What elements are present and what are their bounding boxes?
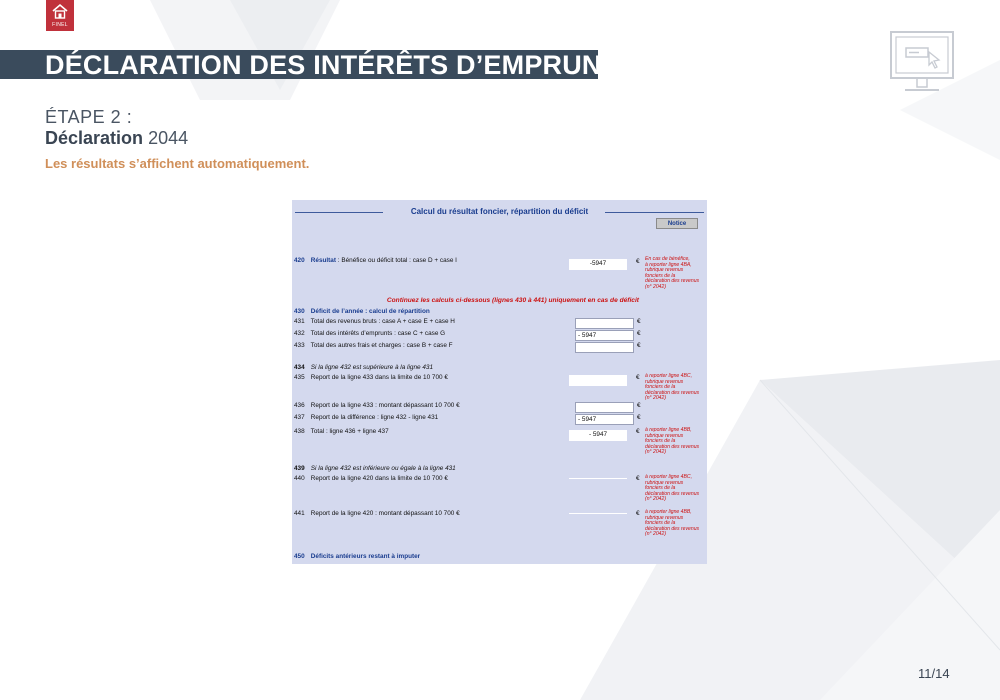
row-431 <box>294 318 455 325</box>
field-420[interactable]: -5947 <box>569 259 627 270</box>
note-435: à reporter ligne 4BC, rubrique revenus fonciers de la déclaration des revenus (n° 2042) <box>645 373 700 402</box>
row-label-bold: Résultat <box>310 257 336 264</box>
line-number: 432 <box>294 330 305 337</box>
row-label: Report de la ligne 420 dans la limite de 10 700 € <box>310 475 448 482</box>
house-icon <box>51 3 69 19</box>
row-label: Report de la ligne 433 : montant dépassant 10 700 € <box>310 402 460 409</box>
field-441[interactable] <box>569 513 627 514</box>
row-432 <box>294 330 445 337</box>
row-label: Report de la ligne 433 dans la limite de 10 700 € <box>310 374 448 381</box>
line-number: 420 <box>294 257 305 264</box>
row-label: Total des intérêts d’emprunts : case C + case G <box>310 330 446 337</box>
row-435 <box>294 374 448 381</box>
line-number: 435 <box>294 374 305 381</box>
title-bar <box>0 50 619 80</box>
field-431[interactable] <box>575 318 634 329</box>
monitor-cursor-icon <box>889 30 955 96</box>
row-440 <box>294 475 448 482</box>
step-label: ÉTAPE 2 : <box>45 107 133 127</box>
line-number: 440 <box>294 475 305 482</box>
euro-sign: € <box>636 428 640 435</box>
row-label: Si la ligne 432 est supérieure à la ligne 431 <box>310 364 433 371</box>
field-436[interactable] <box>575 402 634 413</box>
notice-button[interactable]: Notice <box>656 218 698 229</box>
row-438 <box>294 428 389 435</box>
line-number: 438 <box>294 428 305 435</box>
row-label: Report de la ligne 420 : montant dépassant 10 700 € <box>310 510 460 517</box>
note-420: En cas de bénéfice, à reporter ligne 4BA, rubrique revenus fonciers de la déclaration des revenus (n° 2042) <box>645 256 700 290</box>
euro-sign: € <box>636 374 640 381</box>
line-number: 439 <box>294 465 305 472</box>
euro-sign: € <box>637 342 641 349</box>
row-label: Si la ligne 432 est inférieure ou égale à la ligne 431 <box>310 465 456 472</box>
field-435[interactable] <box>569 375 627 386</box>
declaration-number: 2044 <box>148 128 189 148</box>
note-438: à reporter ligne 4BB, rubrique revenus fonciers de la déclaration des revenus (n° 2042) <box>645 427 700 456</box>
euro-sign: € <box>636 510 640 517</box>
note-440: à reporter ligne 4BC, rubrique revenus fonciers de la déclaration des revenus (n° 2042) <box>645 474 700 503</box>
row-label: Déficit de l’année : calcul de répartition <box>310 308 430 315</box>
step-declaration <box>45 128 188 149</box>
page-number: 11/14 <box>918 666 950 681</box>
field-438[interactable]: - 5947 <box>569 430 627 441</box>
field-437[interactable]: - 5947 <box>575 414 634 425</box>
row-label: Report de la différence : ligne 432 - ligne 431 <box>310 414 439 421</box>
line-number: 436 <box>294 402 305 409</box>
row-label: Déficits antérieurs restant à imputer <box>310 553 421 560</box>
euro-sign: € <box>637 402 641 409</box>
row-437 <box>294 414 438 421</box>
row-420 <box>294 257 457 264</box>
field-440[interactable] <box>569 478 627 479</box>
row-label: Total des revenus bruts : case A + case E + case H <box>310 318 455 325</box>
row-450 <box>294 553 420 560</box>
row-441 <box>294 510 460 517</box>
line-number: 434 <box>294 364 305 371</box>
page-title: DÉCLARATION DES INTÉRÊTS D’EMPRUNT <box>45 50 619 80</box>
continue-message: Continuez les calculs ci-dessous (lignes 430 à 441) uniquement en cas de déficit <box>386 297 639 304</box>
home-logo[interactable] <box>46 0 74 31</box>
subtitle: Les résultats s’affichent automatiquement. <box>45 156 310 171</box>
field-432[interactable]: - 5947 <box>575 330 634 341</box>
field-433[interactable] <box>575 342 634 353</box>
row-430 <box>294 308 430 315</box>
line-number: 437 <box>294 414 305 421</box>
note-441: à reporter ligne 4BB, rubrique revenus fonciers de la déclaration des revenus (n° 2042) <box>645 509 700 538</box>
tax-form-2044 <box>292 200 707 564</box>
row-433 <box>294 342 453 349</box>
row-label: : Bénéfice ou déficit total : case D + case I <box>336 257 457 264</box>
euro-sign: € <box>636 258 640 265</box>
euro-sign: € <box>637 330 641 337</box>
row-label: Total : ligne 436 + ligne 437 <box>310 428 389 435</box>
row-434 <box>294 364 433 371</box>
row-439 <box>294 465 456 472</box>
declaration-bold: Déclaration <box>45 128 144 148</box>
line-number: 441 <box>294 510 305 517</box>
logo-text: FINEL <box>52 22 68 28</box>
euro-sign: € <box>637 414 641 421</box>
euro-sign: € <box>636 475 640 482</box>
line-number: 430 <box>294 308 305 315</box>
line-number: 431 <box>294 318 305 325</box>
line-number: 450 <box>294 553 305 560</box>
row-436 <box>294 402 460 409</box>
row-label: Total des autres frais et charges : case B + case F <box>310 342 453 349</box>
euro-sign: € <box>637 318 641 325</box>
form-header: Calcul du résultat foncier, répartition du déficit <box>410 207 589 216</box>
line-number: 433 <box>294 342 305 349</box>
